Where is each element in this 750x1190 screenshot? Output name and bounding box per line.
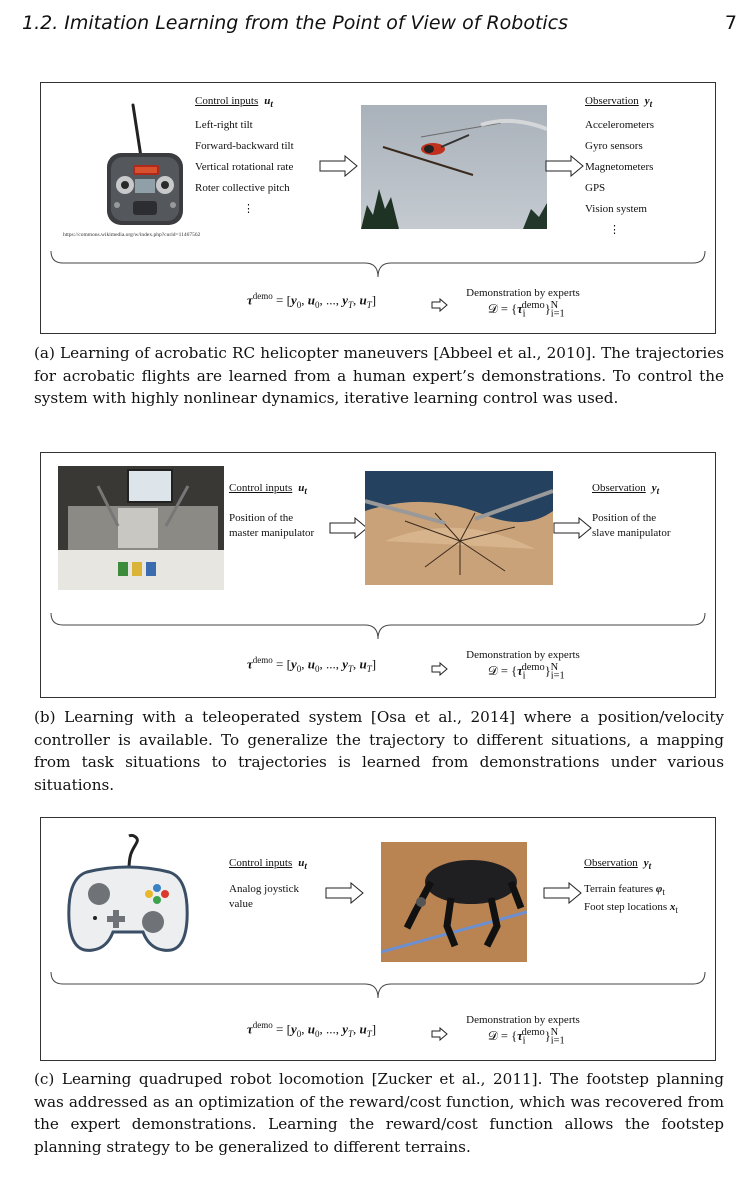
- formula-sub: i=1: [550, 308, 565, 320]
- tau-symbol: τ: [247, 1021, 253, 1037]
- demo-superscript: demo: [521, 1027, 545, 1038]
- slave-manipulator-photo: [365, 471, 553, 585]
- formula-text: = [: [272, 1021, 291, 1037]
- helicopter-photo: [361, 105, 547, 229]
- formula-sub: 0: [314, 663, 320, 674]
- formula-sub: T: [366, 299, 372, 310]
- formula-symbol: u: [307, 1021, 315, 1037]
- right-arrow-icon: [553, 517, 593, 539]
- formula-sub: i=1: [550, 670, 565, 682]
- control-item: Vertical rotational rate: [195, 161, 294, 174]
- observation-item-sub: t: [662, 887, 665, 898]
- demonstration-block: [443, 649, 603, 682]
- formula-text: = [: [272, 292, 291, 308]
- formula-sub: i: [522, 1035, 526, 1047]
- formula-sub: i=1: [550, 1035, 565, 1047]
- dataset-formula: [443, 300, 603, 320]
- curly-brace-icon: [49, 249, 707, 279]
- control-inputs-header: Control inputs: [195, 95, 259, 107]
- control-var-sub: t: [304, 486, 307, 497]
- caption-c: (c) Learning quadruped robot locomotion [Zucker et al., 2011]. The footstep planning was addressed as an optimization of the reward/cost function, which was recovered from the expert demonstrations. Learning the reward/cost function allows the footstep planning strategy to be generalized to different terrains.: [34, 1070, 724, 1156]
- observation-item: GPS: [585, 182, 606, 195]
- formula-symbol: u: [359, 656, 367, 672]
- formula-sub: 0: [314, 1028, 320, 1039]
- formula-text: }: [544, 1029, 551, 1044]
- formula-text: = {: [497, 1029, 518, 1044]
- formula-symbol: y: [290, 656, 297, 672]
- formula-symbol: u: [359, 1021, 367, 1037]
- control-inputs-header: Control inputs: [229, 482, 293, 494]
- observation-item: Accelerometers: [585, 119, 655, 132]
- observation-var-sub: t: [656, 486, 660, 497]
- control-item: Left-right tilt: [195, 119, 253, 132]
- observation-item: slave manipulator: [592, 527, 671, 540]
- observation-block: [592, 481, 712, 541]
- formula-sub: 0: [296, 1028, 302, 1039]
- observation-var-sub: t: [649, 99, 653, 110]
- right-arrow-icon: [329, 517, 369, 539]
- observation-item: Position of the: [592, 512, 657, 525]
- control-var: [298, 482, 307, 497]
- demo-superscript: demo: [521, 300, 545, 311]
- demonstration-block: [443, 1014, 603, 1047]
- formula-sup: N: [550, 300, 559, 311]
- page-number: 7: [724, 12, 737, 34]
- tau-symbol: τ: [247, 292, 253, 308]
- observation-item-label: Terrain features: [584, 883, 654, 896]
- demo-superscript: demo: [252, 655, 273, 665]
- control-item: Analog joystick: [229, 883, 299, 896]
- observation-var-symbol: y: [644, 95, 650, 107]
- formula-sub: 0: [296, 299, 302, 310]
- control-item: Forward-backward tilt: [195, 140, 294, 153]
- observation-item-label: Foot step locations: [584, 901, 668, 914]
- observation-var: [651, 482, 660, 497]
- demonstration-label: Demonstration by experts: [466, 649, 580, 661]
- figure-panel-b: [40, 452, 716, 698]
- ellipsis: ⋮: [243, 203, 254, 216]
- master-console-photo: [58, 466, 224, 590]
- curly-brace-icon: [49, 611, 707, 641]
- observation-block: [584, 856, 712, 919]
- control-var-sub: t: [304, 861, 307, 872]
- formula-symbol: y: [342, 1021, 348, 1037]
- formula-text: = {: [497, 302, 518, 317]
- demonstration-label: Demonstration by experts: [466, 1014, 580, 1026]
- formula-text: , ...,: [319, 292, 343, 308]
- observation-header: Observation: [592, 482, 646, 494]
- formula-sub: i: [522, 670, 526, 682]
- observation-var-symbol: y: [643, 857, 649, 869]
- formula-sub: T: [366, 1028, 372, 1039]
- observation-var-symbol: y: [651, 482, 657, 494]
- observation-header: Observation: [585, 95, 639, 107]
- tau-symbol: τ: [517, 664, 523, 679]
- caption-b: (b) Learning with a teleoperated system [Osa et al., 2014] where a position/velocity controller is available. To generalize the trajectory to different situations, a mapping from task situations to trajectories is learned from demonstrations under various situations.: [34, 708, 724, 794]
- rc-transmitter-image: [103, 101, 187, 229]
- dataset-formula: [443, 1027, 603, 1047]
- observation-item: Gyro sensors: [585, 140, 643, 153]
- trajectory-formula: $\tau^{demo} = [y_0$, $u_0$, ..., $y_T$, $u_T$]: [247, 1020, 377, 1039]
- caption-a: (a) Learning of acrobatic RC helicopter maneuvers [Abbeel et al., 2010]. The trajectories for acrobatic flights are learned from a human expert’s demonstrations. To control the system with highly nonlinear dynamics, iterative learning control was used.: [34, 344, 724, 408]
- observation-item: Magnetometers: [585, 161, 654, 174]
- formula-symbol: u: [307, 656, 315, 672]
- control-inputs-block: [195, 91, 325, 220]
- formula-sub: 0: [296, 663, 302, 674]
- formula-sub: T: [348, 663, 354, 674]
- formula-sub: i: [522, 308, 526, 320]
- observation-item: [584, 900, 712, 918]
- formula-sub: T: [348, 1028, 354, 1039]
- control-item: value: [229, 898, 253, 911]
- right-arrow-icon: [325, 882, 365, 904]
- formula-symbol: u: [307, 292, 315, 308]
- observation-item-var: x: [669, 901, 676, 914]
- observation-item-var: φ: [655, 883, 663, 896]
- figure-panel-a: [40, 82, 716, 334]
- formula-text: }: [544, 664, 551, 679]
- formula-sub: T: [348, 299, 354, 310]
- tau-symbol: τ: [517, 302, 523, 317]
- curly-brace-icon: [49, 970, 707, 1000]
- gamepad-icon: [67, 832, 189, 956]
- dataset-symbol: 𝒟: [487, 302, 498, 317]
- trajectory-formula: $\tau^{demo} = [y_0$, $u_0$, ..., $y_T$, $u_T$]: [247, 655, 377, 674]
- page-header: [22, 12, 737, 42]
- formula-symbol: u: [359, 292, 367, 308]
- tau-symbol: τ: [517, 1029, 523, 1044]
- control-var-symbol: u: [298, 857, 305, 869]
- observation-header: Observation: [584, 857, 638, 869]
- control-item: Position of the: [229, 512, 294, 525]
- control-item: Roter collective pitch: [195, 182, 290, 195]
- dataset-symbol: 𝒟: [487, 664, 498, 679]
- formula-symbol: y: [290, 1021, 297, 1037]
- right-arrow-icon: [545, 155, 585, 177]
- formula-symbol: y: [290, 292, 297, 308]
- dataset-symbol: 𝒟: [487, 1029, 498, 1044]
- demo-superscript: demo: [252, 1020, 273, 1030]
- observation-item: Vision system: [585, 203, 647, 216]
- observation-block: [585, 91, 711, 241]
- control-var: [298, 857, 307, 872]
- formula-sub: T: [366, 663, 372, 674]
- control-var-symbol: u: [298, 482, 305, 494]
- demonstration-label: Demonstration by experts: [466, 287, 580, 299]
- control-var: [264, 95, 273, 110]
- formula-text: , ...,: [319, 656, 343, 672]
- control-var-symbol: u: [264, 95, 271, 107]
- tau-symbol: τ: [247, 656, 253, 672]
- figure-panel-c: [40, 817, 716, 1061]
- demo-superscript: demo: [521, 662, 545, 673]
- formula-text: ]: [371, 656, 377, 672]
- formula-text: = {: [497, 664, 518, 679]
- formula-sub: 0: [314, 299, 320, 310]
- image-source-url: https://commons.wikimedia.org/w/index.php?curid=11467562: [63, 232, 201, 238]
- dataset-formula: [443, 662, 603, 682]
- demo-superscript: demo: [252, 291, 273, 301]
- demonstration-block: [443, 287, 603, 320]
- observation-var: [643, 857, 652, 872]
- observation-item: [584, 882, 712, 900]
- observation-item-sub: t: [675, 905, 678, 916]
- formula-sup: N: [550, 1027, 559, 1038]
- formula-symbol: y: [342, 292, 348, 308]
- observation-var-sub: t: [648, 861, 652, 872]
- control-var-sub: t: [270, 99, 273, 110]
- formula-text: = [: [272, 656, 291, 672]
- right-arrow-icon: [319, 155, 359, 177]
- control-item: master manipulator: [229, 527, 315, 540]
- observation-var: [644, 95, 653, 110]
- formula-text: , ...,: [319, 1021, 343, 1037]
- control-inputs-header: Control inputs: [229, 857, 293, 869]
- formula-text: }: [544, 302, 551, 317]
- formula-sup: N: [550, 662, 559, 673]
- section-title: 1.2. Imitation Learning from the Point of View of Robotics: [22, 12, 569, 34]
- quadruped-robot-photo: [381, 842, 527, 962]
- right-arrow-icon: [543, 882, 583, 904]
- ellipsis: ⋮: [609, 224, 620, 237]
- formula-text: ]: [371, 292, 377, 308]
- formula-symbol: y: [342, 656, 348, 672]
- trajectory-formula: $\tau^{demo} = [y_0$, $u_0$, ..., $y_T$, $u_T$]: [247, 291, 377, 310]
- formula-text: ]: [371, 1021, 377, 1037]
